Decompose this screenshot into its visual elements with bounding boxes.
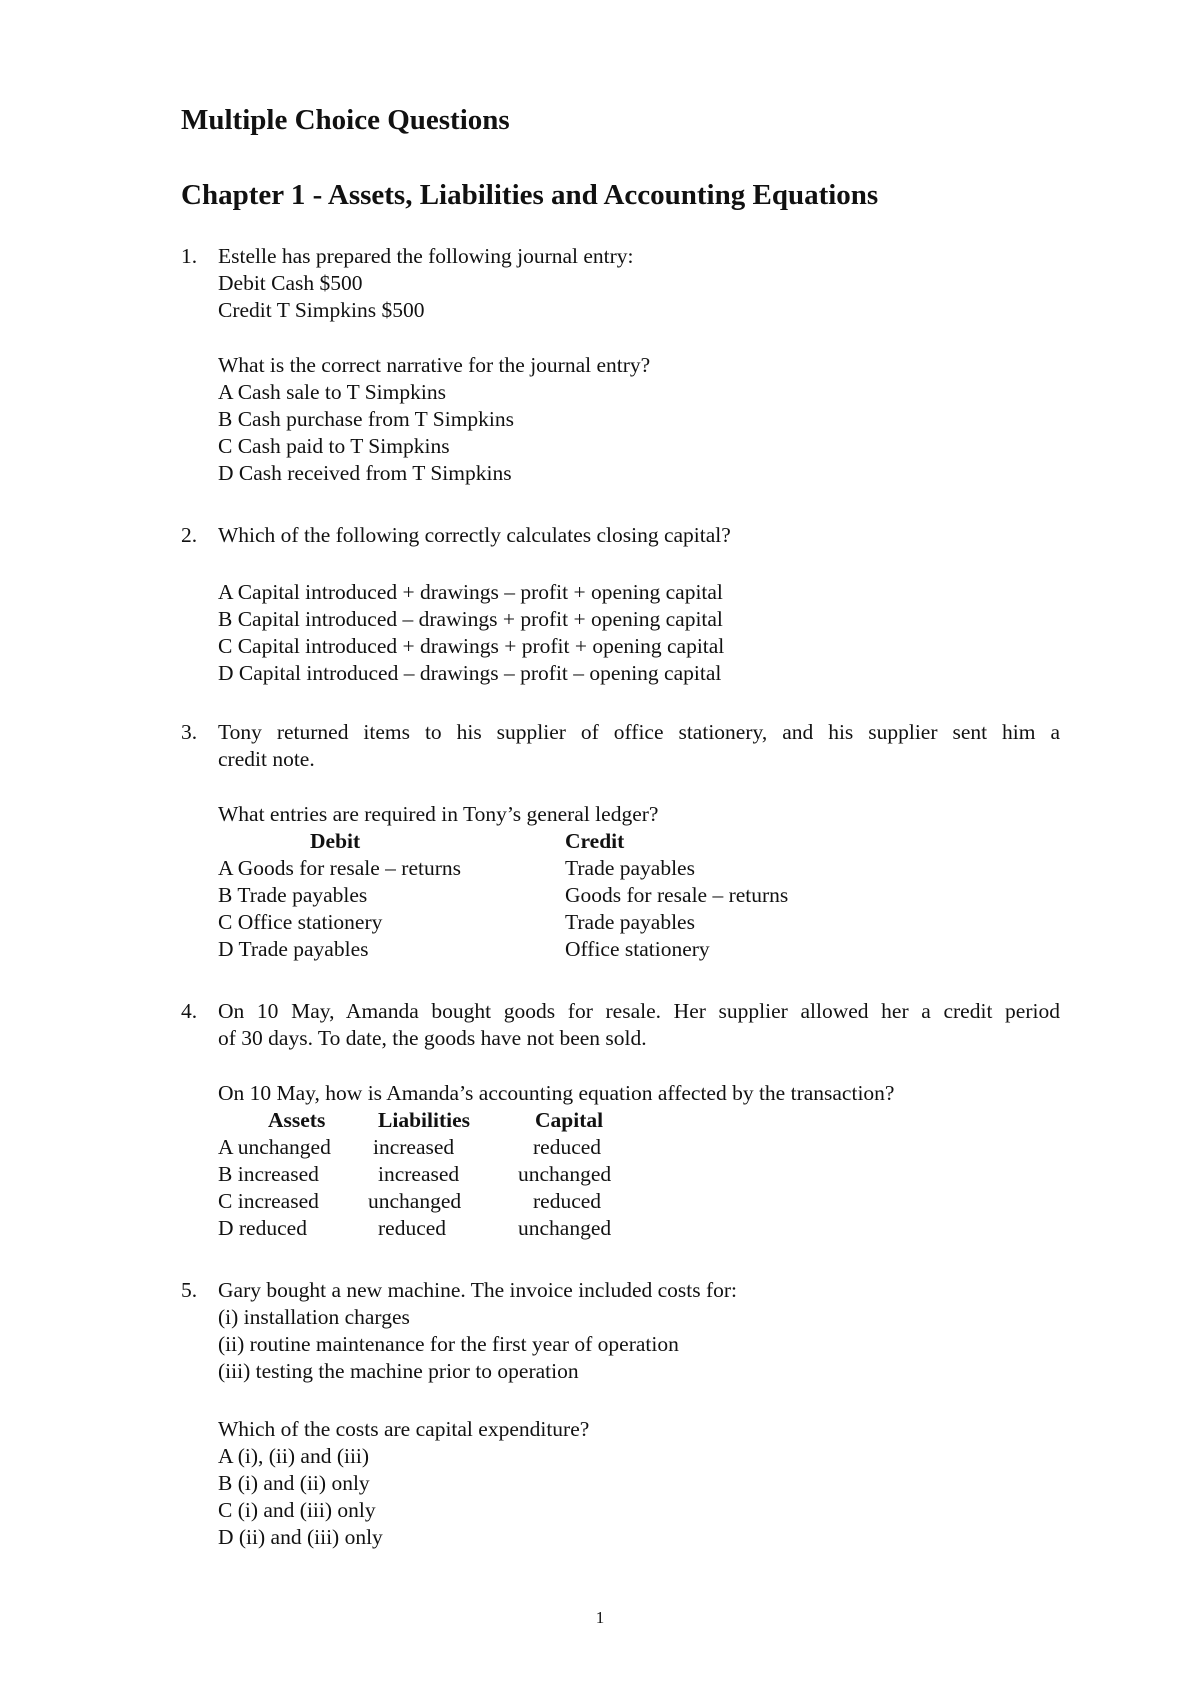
cost-item: (i) installation charges bbox=[218, 1305, 410, 1329]
answer-option: A Cash sale to T Simpkins bbox=[218, 380, 446, 404]
question-number: 1. bbox=[181, 244, 198, 268]
liabilities-header: Liabilities bbox=[378, 1108, 470, 1132]
assets-cell: B increased bbox=[218, 1162, 319, 1186]
answer-option: C (i) and (iii) only bbox=[218, 1498, 376, 1522]
credit-entry: Office stationery bbox=[565, 937, 710, 961]
page-title: Multiple Choice Questions bbox=[181, 104, 510, 136]
journal-credit-line: Credit T Simpkins $500 bbox=[218, 298, 425, 322]
liabilities-cell: unchanged bbox=[368, 1189, 462, 1213]
capital-header: Capital bbox=[535, 1108, 604, 1132]
debit-entry: C Office stationery bbox=[218, 910, 383, 934]
question-text: Tony returned items to his supplier of office stationery, and his supplier sent him a bbox=[218, 720, 1060, 744]
answer-option: B Capital introduced – drawings + profit + opening capital bbox=[218, 607, 723, 631]
cost-item: (iii) testing the machine prior to operation bbox=[218, 1359, 579, 1383]
answer-option: A Capital introduced + drawings – profit + opening capital bbox=[218, 580, 723, 604]
question-prompt: Which of the costs are capital expenditure? bbox=[218, 1417, 590, 1441]
question-number: 5. bbox=[181, 1278, 198, 1302]
answer-option: D Cash received from T Simpkins bbox=[218, 461, 512, 485]
debit-entry: A Goods for resale – returns bbox=[218, 856, 462, 880]
answer-option: D Capital introduced – drawings – profit – opening capital bbox=[218, 661, 722, 685]
capital-cell: reduced bbox=[533, 1135, 602, 1159]
liabilities-cell: increased bbox=[373, 1135, 455, 1159]
question-number: 3. bbox=[181, 720, 198, 744]
answer-option: B Cash purchase from T Simpkins bbox=[218, 407, 515, 431]
answer-option: B (i) and (ii) only bbox=[218, 1471, 370, 1495]
liabilities-cell: increased bbox=[378, 1162, 460, 1186]
debit-entry: B Trade payables bbox=[218, 883, 368, 907]
credit-header: Credit bbox=[565, 829, 625, 853]
answer-option: C Capital introduced + drawings + profit + opening capital bbox=[218, 634, 725, 658]
liabilities-cell: reduced bbox=[378, 1216, 447, 1240]
journal-debit-line: Debit Cash $500 bbox=[218, 271, 363, 295]
assets-header: Assets bbox=[268, 1108, 326, 1132]
assets-cell: D reduced bbox=[218, 1216, 307, 1240]
question-text: On 10 May, Amanda bought goods for resale. Her supplier allowed her a credit period bbox=[218, 999, 1060, 1023]
page-number: 1 bbox=[595, 1608, 605, 1627]
question-prompt: What is the correct narrative for the journal entry? bbox=[218, 353, 651, 377]
assets-cell: A unchanged bbox=[218, 1135, 331, 1159]
credit-entry: Trade payables bbox=[565, 910, 695, 934]
question-number: 2. bbox=[181, 523, 198, 547]
debit-header: Debit bbox=[310, 829, 361, 853]
question-text: Gary bought a new machine. The invoice included costs for: bbox=[218, 1278, 738, 1302]
credit-entry: Goods for resale – returns bbox=[565, 883, 789, 907]
assets-cell: C increased bbox=[218, 1189, 319, 1213]
question-prompt: What entries are required in Tony’s general ledger? bbox=[218, 802, 659, 826]
answer-option: A (i), (ii) and (iii) bbox=[218, 1444, 370, 1468]
answer-option: C Cash paid to T Simpkins bbox=[218, 434, 450, 458]
cost-item: (ii) routine maintenance for the first year of operation bbox=[218, 1332, 679, 1356]
question-text: Estelle has prepared the following journal entry: bbox=[218, 244, 634, 268]
question-prompt: On 10 May, how is Amanda’s accounting equation affected by the transaction? bbox=[218, 1081, 895, 1105]
chapter-title: Chapter 1 - Assets, Liabilities and Accounting Equations bbox=[181, 179, 879, 211]
question-text-continued: of 30 days. To date, the goods have not been sold. bbox=[218, 1026, 647, 1050]
answer-option: D (ii) and (iii) only bbox=[218, 1525, 383, 1549]
question-number: 4. bbox=[181, 999, 198, 1023]
capital-cell: unchanged bbox=[518, 1162, 612, 1186]
credit-entry: Trade payables bbox=[565, 856, 695, 880]
debit-entry: D Trade payables bbox=[218, 937, 369, 961]
capital-cell: reduced bbox=[533, 1189, 602, 1213]
question-text-continued: credit note. bbox=[218, 747, 315, 771]
question-text: Which of the following correctly calculates closing capital? bbox=[218, 523, 731, 547]
capital-cell: unchanged bbox=[518, 1216, 612, 1240]
